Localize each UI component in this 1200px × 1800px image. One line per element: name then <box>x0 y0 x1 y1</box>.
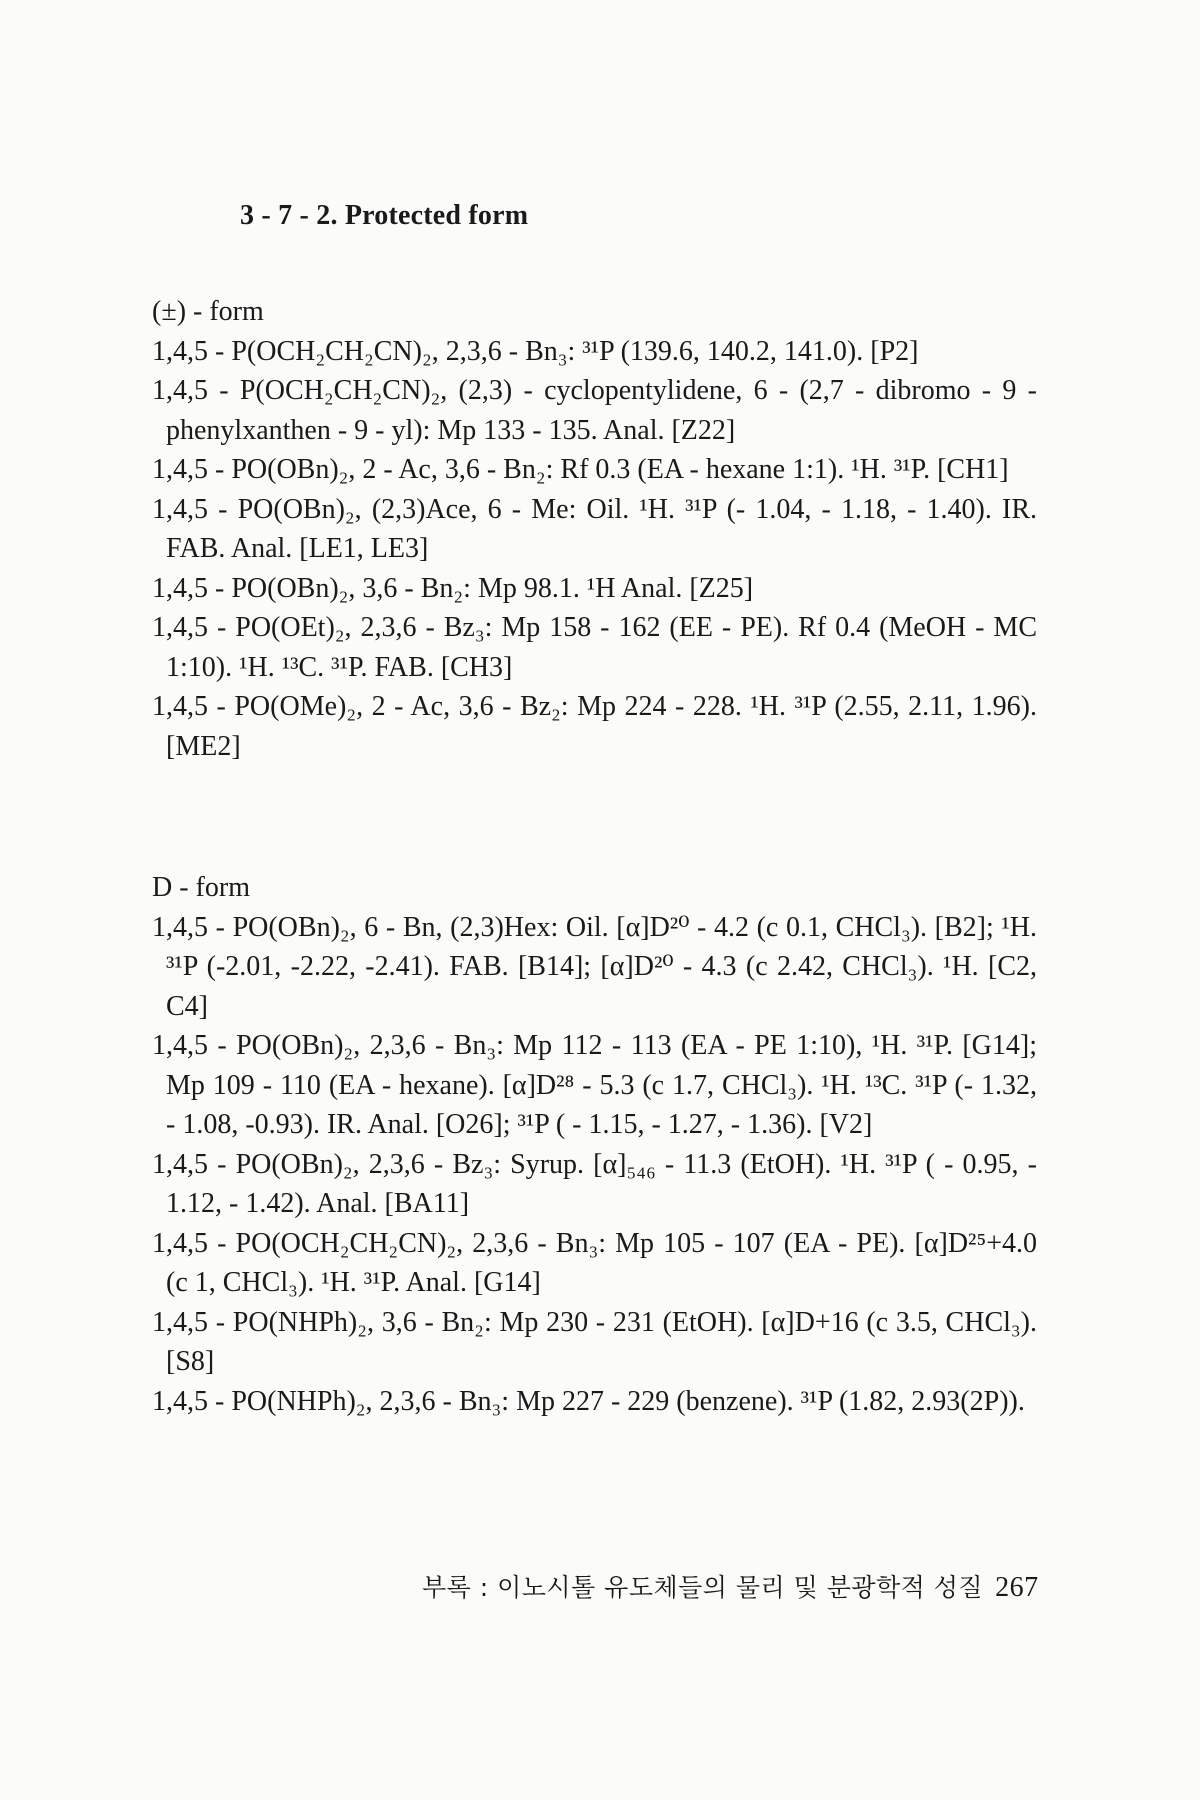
compound-entry: 1,4,5 - P(OCH₂CH₂CN)₂, 2,3,6 - Bn₃: ³¹P (139.6, 140.2, 141.0). [P2] <box>152 335 919 367</box>
page-number: 267 <box>995 1572 1039 1603</box>
compound-entry: 1,4,5 - PO(OCH₂CH₂CN)₂, 2,3,6 - Bn₃: Mp 105 - 107 (EA - PE). [α]D²⁵+4.0 (c 1, CHCl₃). ¹H. ³¹P. Anal. [G14] <box>152 1227 1037 1298</box>
compound-entry: 1,4,5 - PO(OEt)₂, 2,3,6 - Bz₃: Mp 158 - 162 (EE - PE). Rf 0.4 (MeOH - MC 1:10). ¹H. ¹³C. ³¹P. FAB. [CH3] <box>152 612 1037 683</box>
compound-entry: 1,4,5 - PO(OBn)₂, 2,3,6 - Bn₃: Mp 112 - 113 (EA - PE 1:10), ¹H. ³¹P. [G14]; Mp 109 - 110 (EA - hexane). [α]D²⁸ - 5.3 (c 1.7, CHCl₃). ¹H. ¹³C. ³¹P (- 1.32, - 1.08, -0.93). IR. Anal. [O26]; ³¹P ( - 1.15, - 1.27, - 1.36). [V2] <box>152 1030 1037 1140</box>
compound-entry: 1,4,5 - PO(OBn)₂, (2,3)Ace, 6 - Me: Oil. ¹H. ³¹P (- 1.04, - 1.18, - 1.40). IR. FAB. Anal. [LE1, LE3] <box>152 493 1037 564</box>
compound-entry: 1,4,5 - P(OCH₂CH₂CN)₂, (2,3) - cyclopentylidene, 6 - (2,7 - dibromo - 9 - phenylxanthen - 9 - yl): Mp 133 - 135. Anal. [Z22] <box>152 375 1037 446</box>
compound-entry: 1,4,5 - PO(OBn)₂, 2 - Ac, 3,6 - Bn₂: Rf 0.3 (EA - hexane 1:1). ¹H. ³¹P. [CH1] <box>152 454 1009 485</box>
section-heading: 3 - 7 - 2. Protected form <box>240 200 529 231</box>
page-footer <box>422 1568 1039 1604</box>
d-form-section <box>152 868 1037 1421</box>
compound-entry: 1,4,5 - PO(NHPh)₂, 3,6 - Bn₂: Mp 230 - 231 (EtOH). [α]D+16 (c 3.5, CHCl₃). [S8] <box>152 1306 1037 1377</box>
running-title: 부록 : 이노시톨 유도체들의 물리 및 분광학적 성질 <box>422 1573 984 1602</box>
compound-entry: 1,4,5 - PO(OBn)₂, 6 - Bn, (2,3)Hex: Oil. [α]D²⁰ - 4.2 (c 0.1, CHCl₃). [B2]; ¹H. ³¹P (-2.01, -2.22, -2.41). FAB. [B14]; [α]D²⁰ - 4.3 (c 2.42, CHCl₃). ¹H. [C2, C4] <box>152 911 1037 1022</box>
compound-entry: 1,4,5 - PO(NHPh)₂, 2,3,6 - Bn₃: Mp 227 - 229 (benzene). ³¹P (1.82, 2.93(2P)). <box>152 1385 1025 1417</box>
d-form-label: D - form <box>152 872 250 903</box>
compound-entry: 1,4,5 - PO(OMe)₂, 2 - Ac, 3,6 - Bz₂: Mp 224 - 228. ¹H. ³¹P (2.55, 2.11, 1.96). [ME2] <box>152 691 1037 762</box>
compound-entry: 1,4,5 - PO(OBn)₂, 3,6 - Bn₂: Mp 98.1. ¹H Anal. [Z25] <box>152 572 754 604</box>
racemic-form-label: (±) - form <box>152 296 264 327</box>
racemic-form-section <box>152 292 1037 766</box>
compound-entry: 1,4,5 - PO(OBn)₂, 2,3,6 - Bz₃: Syrup. [α]₅₄₆ - 11.3 (EtOH). ¹H. ³¹P ( - 0.95, - 1.12, - 1.42). Anal. [BA11] <box>152 1148 1037 1219</box>
